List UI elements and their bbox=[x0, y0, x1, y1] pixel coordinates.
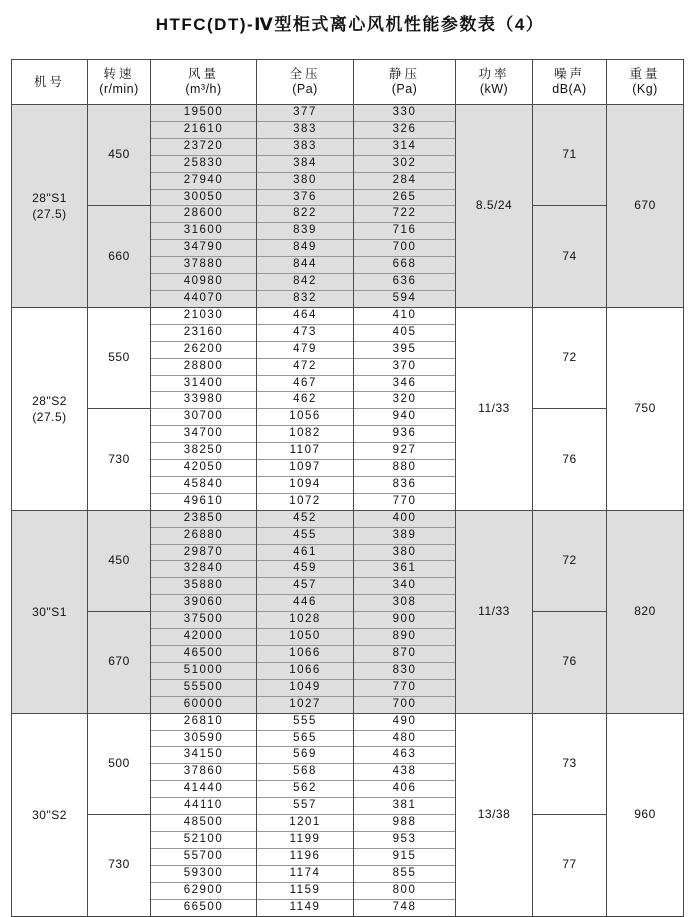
cell-airflow: 48500 bbox=[151, 815, 257, 832]
cell-airflow: 29870 bbox=[151, 544, 257, 561]
cell-total-pressure: 446 bbox=[257, 595, 354, 612]
cell-total-pressure: 452 bbox=[257, 510, 354, 527]
cell-airflow: 62900 bbox=[151, 882, 257, 899]
cell-airflow: 46500 bbox=[151, 646, 257, 663]
cell-machine-model bbox=[12, 713, 88, 916]
cell-noise: 74 bbox=[533, 206, 607, 307]
cell-total-pressure: 1094 bbox=[257, 476, 354, 493]
cell-airflow: 23720 bbox=[151, 138, 257, 155]
cell-airflow: 44070 bbox=[151, 290, 257, 307]
cell-total-pressure: 384 bbox=[257, 155, 354, 172]
col-header-static-pressure: 静压 (Pa) bbox=[354, 60, 456, 105]
cell-total-pressure: 1072 bbox=[257, 493, 354, 510]
table-header bbox=[12, 60, 684, 105]
cell-noise: 72 bbox=[533, 307, 607, 408]
data-row bbox=[12, 105, 684, 122]
cell-static-pressure: 284 bbox=[354, 172, 456, 189]
cell-static-pressure: 406 bbox=[354, 781, 456, 798]
cell-noise: 72 bbox=[533, 510, 607, 611]
cell-static-pressure: 988 bbox=[354, 815, 456, 832]
cell-airflow: 39060 bbox=[151, 595, 257, 612]
cell-total-pressure: 473 bbox=[257, 324, 354, 341]
machine-model-line: (27.5) bbox=[32, 206, 67, 221]
cell-airflow: 26200 bbox=[151, 341, 257, 358]
cell-weight: 670 bbox=[607, 105, 684, 308]
cell-airflow: 23160 bbox=[151, 324, 257, 341]
cell-total-pressure: 459 bbox=[257, 561, 354, 578]
cell-static-pressure: 668 bbox=[354, 257, 456, 274]
cell-static-pressure: 855 bbox=[354, 865, 456, 882]
cell-airflow: 30050 bbox=[151, 189, 257, 206]
cell-static-pressure: 700 bbox=[354, 696, 456, 713]
cell-noise: 77 bbox=[533, 815, 607, 916]
cell-total-pressure: 377 bbox=[257, 105, 354, 122]
cell-static-pressure: 340 bbox=[354, 578, 456, 595]
col-header-weight: 重量 (Kg) bbox=[607, 60, 684, 105]
cell-airflow: 51000 bbox=[151, 662, 257, 679]
cell-airflow: 21610 bbox=[151, 121, 257, 138]
cell-airflow: 32840 bbox=[151, 561, 257, 578]
cell-airflow: 59300 bbox=[151, 865, 257, 882]
col-header-noise: 噪声 dB(A) bbox=[533, 60, 607, 105]
cell-static-pressure: 265 bbox=[354, 189, 456, 206]
cell-machine-model bbox=[12, 105, 88, 308]
cell-airflow: 28800 bbox=[151, 358, 257, 375]
cell-machine-model bbox=[12, 510, 88, 713]
cell-noise: 71 bbox=[533, 105, 607, 206]
cell-airflow: 31600 bbox=[151, 223, 257, 240]
cell-static-pressure: 490 bbox=[354, 713, 456, 730]
cell-total-pressure: 1066 bbox=[257, 646, 354, 663]
cell-power: 11/33 bbox=[456, 510, 533, 713]
cell-total-pressure: 383 bbox=[257, 138, 354, 155]
cell-total-pressure: 1159 bbox=[257, 882, 354, 899]
cell-total-pressure: 457 bbox=[257, 578, 354, 595]
cell-airflow: 42050 bbox=[151, 460, 257, 477]
machine-model-line: (27.5) bbox=[32, 409, 67, 424]
cell-speed: 450 bbox=[88, 105, 151, 206]
cell-total-pressure: 568 bbox=[257, 764, 354, 781]
cell-total-pressure: 839 bbox=[257, 223, 354, 240]
cell-static-pressure: 636 bbox=[354, 274, 456, 291]
cell-airflow: 66500 bbox=[151, 899, 257, 916]
cell-total-pressure: 557 bbox=[257, 798, 354, 815]
cell-airflow: 34700 bbox=[151, 426, 257, 443]
cell-airflow: 19500 bbox=[151, 105, 257, 122]
data-row bbox=[12, 409, 684, 426]
cell-airflow: 30700 bbox=[151, 409, 257, 426]
cell-weight: 750 bbox=[607, 307, 684, 510]
cell-static-pressure: 716 bbox=[354, 223, 456, 240]
cell-airflow: 49610 bbox=[151, 493, 257, 510]
cell-static-pressure: 438 bbox=[354, 764, 456, 781]
cell-total-pressure: 1097 bbox=[257, 460, 354, 477]
cell-total-pressure: 1082 bbox=[257, 426, 354, 443]
machine-model-line: 30"S2 bbox=[32, 807, 67, 822]
cell-total-pressure: 376 bbox=[257, 189, 354, 206]
cell-power: 13/38 bbox=[456, 713, 533, 916]
col-header-speed: 转速 (r/min) bbox=[88, 60, 151, 105]
cell-total-pressure: 1027 bbox=[257, 696, 354, 713]
cell-static-pressure: 722 bbox=[354, 206, 456, 223]
cell-static-pressure: 900 bbox=[354, 612, 456, 629]
cell-airflow: 44110 bbox=[151, 798, 257, 815]
cell-static-pressure: 936 bbox=[354, 426, 456, 443]
cell-power: 8.5/24 bbox=[456, 105, 533, 308]
cell-total-pressure: 1199 bbox=[257, 831, 354, 848]
cell-total-pressure: 1028 bbox=[257, 612, 354, 629]
cell-static-pressure: 748 bbox=[354, 899, 456, 916]
cell-static-pressure: 915 bbox=[354, 848, 456, 865]
cell-airflow: 60000 bbox=[151, 696, 257, 713]
cell-airflow: 45840 bbox=[151, 476, 257, 493]
cell-static-pressure: 800 bbox=[354, 882, 456, 899]
cell-airflow: 30590 bbox=[151, 730, 257, 747]
cell-weight: 820 bbox=[607, 510, 684, 713]
data-row bbox=[12, 510, 684, 527]
cell-airflow: 26810 bbox=[151, 713, 257, 730]
col-header-machine: 机号 bbox=[12, 60, 88, 105]
cell-static-pressure: 890 bbox=[354, 629, 456, 646]
cell-total-pressure: 1050 bbox=[257, 629, 354, 646]
cell-total-pressure: 842 bbox=[257, 274, 354, 291]
cell-airflow: 28600 bbox=[151, 206, 257, 223]
cell-machine-model bbox=[12, 307, 88, 510]
cell-speed: 660 bbox=[88, 206, 151, 307]
cell-static-pressure: 830 bbox=[354, 662, 456, 679]
table-body bbox=[12, 105, 684, 917]
cell-static-pressure: 940 bbox=[354, 409, 456, 426]
machine-model-line: 28"S2 bbox=[32, 393, 67, 408]
data-row bbox=[12, 713, 684, 730]
cell-static-pressure: 700 bbox=[354, 240, 456, 257]
cell-static-pressure: 405 bbox=[354, 324, 456, 341]
cell-static-pressure: 927 bbox=[354, 443, 456, 460]
data-row bbox=[12, 815, 684, 832]
machine-model-line: 30"S1 bbox=[32, 604, 67, 619]
cell-total-pressure: 1201 bbox=[257, 815, 354, 832]
cell-total-pressure: 380 bbox=[257, 172, 354, 189]
machine-model-line: 28"S1 bbox=[32, 190, 67, 205]
cell-static-pressure: 346 bbox=[354, 375, 456, 392]
cell-total-pressure: 479 bbox=[257, 341, 354, 358]
cell-airflow: 37500 bbox=[151, 612, 257, 629]
cell-total-pressure: 1056 bbox=[257, 409, 354, 426]
cell-static-pressure: 594 bbox=[354, 290, 456, 307]
cell-airflow: 42000 bbox=[151, 629, 257, 646]
cell-airflow: 31400 bbox=[151, 375, 257, 392]
cell-speed: 730 bbox=[88, 409, 151, 510]
cell-total-pressure: 569 bbox=[257, 747, 354, 764]
cell-total-pressure: 849 bbox=[257, 240, 354, 257]
cell-static-pressure: 380 bbox=[354, 544, 456, 561]
cell-airflow: 34150 bbox=[151, 747, 257, 764]
cell-static-pressure: 870 bbox=[354, 646, 456, 663]
cell-speed: 730 bbox=[88, 815, 151, 916]
cell-total-pressure: 565 bbox=[257, 730, 354, 747]
cell-airflow: 37880 bbox=[151, 257, 257, 274]
cell-speed: 670 bbox=[88, 612, 151, 713]
cell-static-pressure: 381 bbox=[354, 798, 456, 815]
cell-total-pressure: 464 bbox=[257, 307, 354, 324]
cell-airflow: 37860 bbox=[151, 764, 257, 781]
cell-total-pressure: 822 bbox=[257, 206, 354, 223]
data-row bbox=[12, 206, 684, 223]
cell-static-pressure: 463 bbox=[354, 747, 456, 764]
catalog-page bbox=[0, 10, 700, 913]
cell-static-pressure: 308 bbox=[354, 595, 456, 612]
cell-airflow: 33980 bbox=[151, 392, 257, 409]
cell-static-pressure: 880 bbox=[354, 460, 456, 477]
cell-static-pressure: 370 bbox=[354, 358, 456, 375]
header-row bbox=[12, 60, 684, 105]
cell-power: 11/33 bbox=[456, 307, 533, 510]
cell-airflow: 40980 bbox=[151, 274, 257, 291]
data-row bbox=[12, 612, 684, 629]
cell-total-pressure: 1049 bbox=[257, 679, 354, 696]
cell-airflow: 35880 bbox=[151, 578, 257, 595]
data-row bbox=[12, 307, 684, 324]
cell-static-pressure: 410 bbox=[354, 307, 456, 324]
cell-total-pressure: 462 bbox=[257, 392, 354, 409]
fan-performance-table bbox=[11, 59, 684, 917]
cell-airflow: 38250 bbox=[151, 443, 257, 460]
cell-static-pressure: 395 bbox=[354, 341, 456, 358]
cell-noise: 73 bbox=[533, 713, 607, 814]
cell-airflow: 27940 bbox=[151, 172, 257, 189]
col-header-power: 功率 (kW) bbox=[456, 60, 533, 105]
cell-noise: 76 bbox=[533, 409, 607, 510]
cell-noise: 76 bbox=[533, 612, 607, 713]
cell-airflow: 21030 bbox=[151, 307, 257, 324]
cell-total-pressure: 555 bbox=[257, 713, 354, 730]
cell-total-pressure: 562 bbox=[257, 781, 354, 798]
cell-static-pressure: 326 bbox=[354, 121, 456, 138]
cell-weight: 960 bbox=[607, 713, 684, 916]
cell-total-pressure: 1107 bbox=[257, 443, 354, 460]
cell-static-pressure: 302 bbox=[354, 155, 456, 172]
cell-static-pressure: 836 bbox=[354, 476, 456, 493]
col-header-total-pressure: 全压 (Pa) bbox=[257, 60, 354, 105]
cell-static-pressure: 361 bbox=[354, 561, 456, 578]
cell-airflow: 26880 bbox=[151, 527, 257, 544]
cell-total-pressure: 461 bbox=[257, 544, 354, 561]
page-title: HTFC(DT)-Ⅳ型柜式离心风机性能参数表（4） bbox=[155, 15, 545, 34]
cell-total-pressure: 455 bbox=[257, 527, 354, 544]
cell-speed: 550 bbox=[88, 307, 151, 408]
cell-static-pressure: 330 bbox=[354, 105, 456, 122]
cell-total-pressure: 1149 bbox=[257, 899, 354, 916]
cell-static-pressure: 389 bbox=[354, 527, 456, 544]
cell-total-pressure: 1066 bbox=[257, 662, 354, 679]
cell-total-pressure: 1174 bbox=[257, 865, 354, 882]
cell-airflow: 41440 bbox=[151, 781, 257, 798]
cell-static-pressure: 770 bbox=[354, 493, 456, 510]
cell-airflow: 23850 bbox=[151, 510, 257, 527]
cell-speed: 500 bbox=[88, 713, 151, 814]
cell-static-pressure: 770 bbox=[354, 679, 456, 696]
cell-static-pressure: 953 bbox=[354, 831, 456, 848]
cell-total-pressure: 383 bbox=[257, 121, 354, 138]
cell-static-pressure: 320 bbox=[354, 392, 456, 409]
cell-speed: 450 bbox=[88, 510, 151, 611]
cell-static-pressure: 400 bbox=[354, 510, 456, 527]
cell-static-pressure: 314 bbox=[354, 138, 456, 155]
cell-total-pressure: 844 bbox=[257, 257, 354, 274]
cell-airflow: 52100 bbox=[151, 831, 257, 848]
cell-airflow: 34790 bbox=[151, 240, 257, 257]
cell-total-pressure: 1196 bbox=[257, 848, 354, 865]
cell-total-pressure: 472 bbox=[257, 358, 354, 375]
col-header-airflow: 风量 (m³/h) bbox=[151, 60, 257, 105]
cell-airflow: 25830 bbox=[151, 155, 257, 172]
cell-airflow: 55500 bbox=[151, 679, 257, 696]
cell-airflow: 55700 bbox=[151, 848, 257, 865]
cell-total-pressure: 467 bbox=[257, 375, 354, 392]
cell-static-pressure: 480 bbox=[354, 730, 456, 747]
cell-total-pressure: 832 bbox=[257, 290, 354, 307]
